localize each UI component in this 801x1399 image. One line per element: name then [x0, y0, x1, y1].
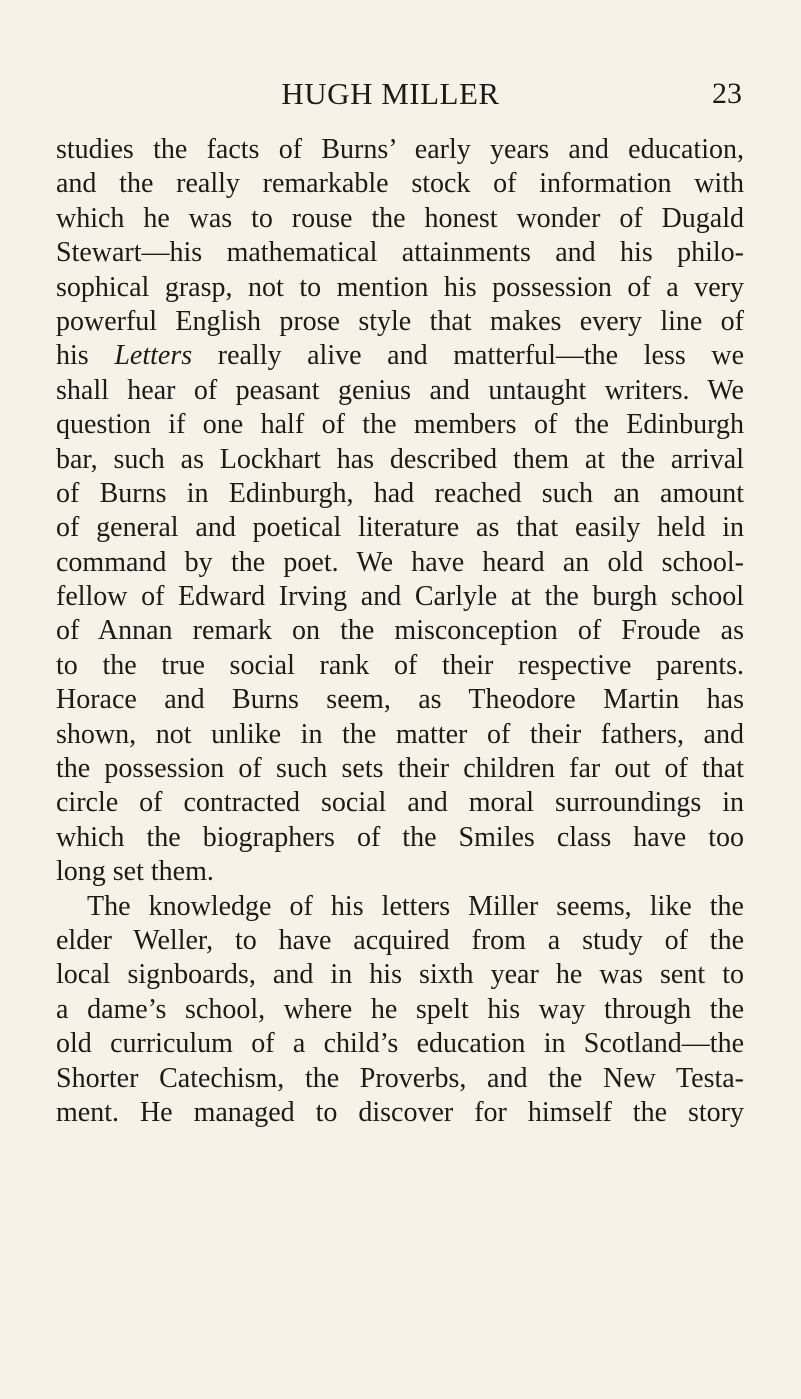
text-line-with-italic — [56, 339, 744, 373]
running-header — [0, 74, 801, 114]
text-line: which he was to rouse the honest wonder of Dugald — [56, 202, 744, 234]
line-text-before-italic: his — [56, 340, 115, 372]
line-text-after-italic: really alive and matterful—the less we — [192, 340, 744, 372]
italic-title-letters: Letters — [114, 340, 193, 372]
text-line: elder Weller, to have acquired from a study of the — [56, 924, 744, 956]
text-line: old curriculum of a child’s education in Scotland—the — [56, 1028, 744, 1060]
running-title: HUGH MILLER — [281, 76, 500, 111]
text-line: shown, not unlike in the matter of their fathers, and — [56, 718, 744, 750]
text-line: which the biographers of the Smiles class have too — [56, 821, 744, 853]
text-line: to the true social rank of their respective parents. — [56, 649, 744, 681]
text-line: command by the poet. We have heard an old school- — [56, 546, 744, 578]
text-line: studies the facts of Burns’ early years and education, — [56, 134, 744, 165]
text-line: the possession of such sets their children far out of that — [56, 753, 744, 785]
paragraph-end-line: long set them. — [56, 856, 214, 888]
text-line: shall hear of peasant genius and untaught writers. We — [56, 374, 744, 406]
text-line: of Burns in Edinburgh, had reached such an amount — [56, 477, 744, 509]
text-line: Horace and Burns seem, as Theodore Martin has — [56, 684, 744, 716]
text-line: sophical grasp, not to mention his possession of a very — [56, 271, 744, 303]
text-line: ment. He managed to discover for himself the story — [56, 1096, 744, 1128]
text-line: a dame’s school, where he spelt his way through the — [56, 993, 744, 1025]
text-line: and the really remarkable stock of information with — [56, 168, 744, 200]
text-line: fellow of Edward Irving and Carlyle at the burgh school — [56, 581, 744, 613]
text-line: Shorter Catechism, the Proverbs, and the New Testa- — [56, 1062, 744, 1094]
text-line: of general and poetical literature as that easily held in — [56, 512, 744, 544]
text-line: of Annan remark on the misconception of Froude as — [56, 615, 744, 647]
text-line: question if one half of the members of the Edinburgh — [56, 409, 744, 441]
text-line: Stewart—his mathematical attainments and his philo- — [56, 237, 744, 269]
paragraph-start-line — [56, 890, 744, 924]
indented-line-text: The knowledge of his letters Miller seems, like the — [87, 890, 744, 922]
text-line: powerful English prose style that makes every line of — [56, 305, 744, 337]
text-line: bar, such as Lockhart has described them at the arrival — [56, 443, 744, 475]
text-line: circle of contracted social and moral surroundings in — [56, 787, 744, 819]
text-line: local signboards, and in his sixth year he was sent to — [56, 959, 744, 991]
body-text — [56, 133, 744, 1130]
page-number: 23 — [712, 77, 742, 110]
